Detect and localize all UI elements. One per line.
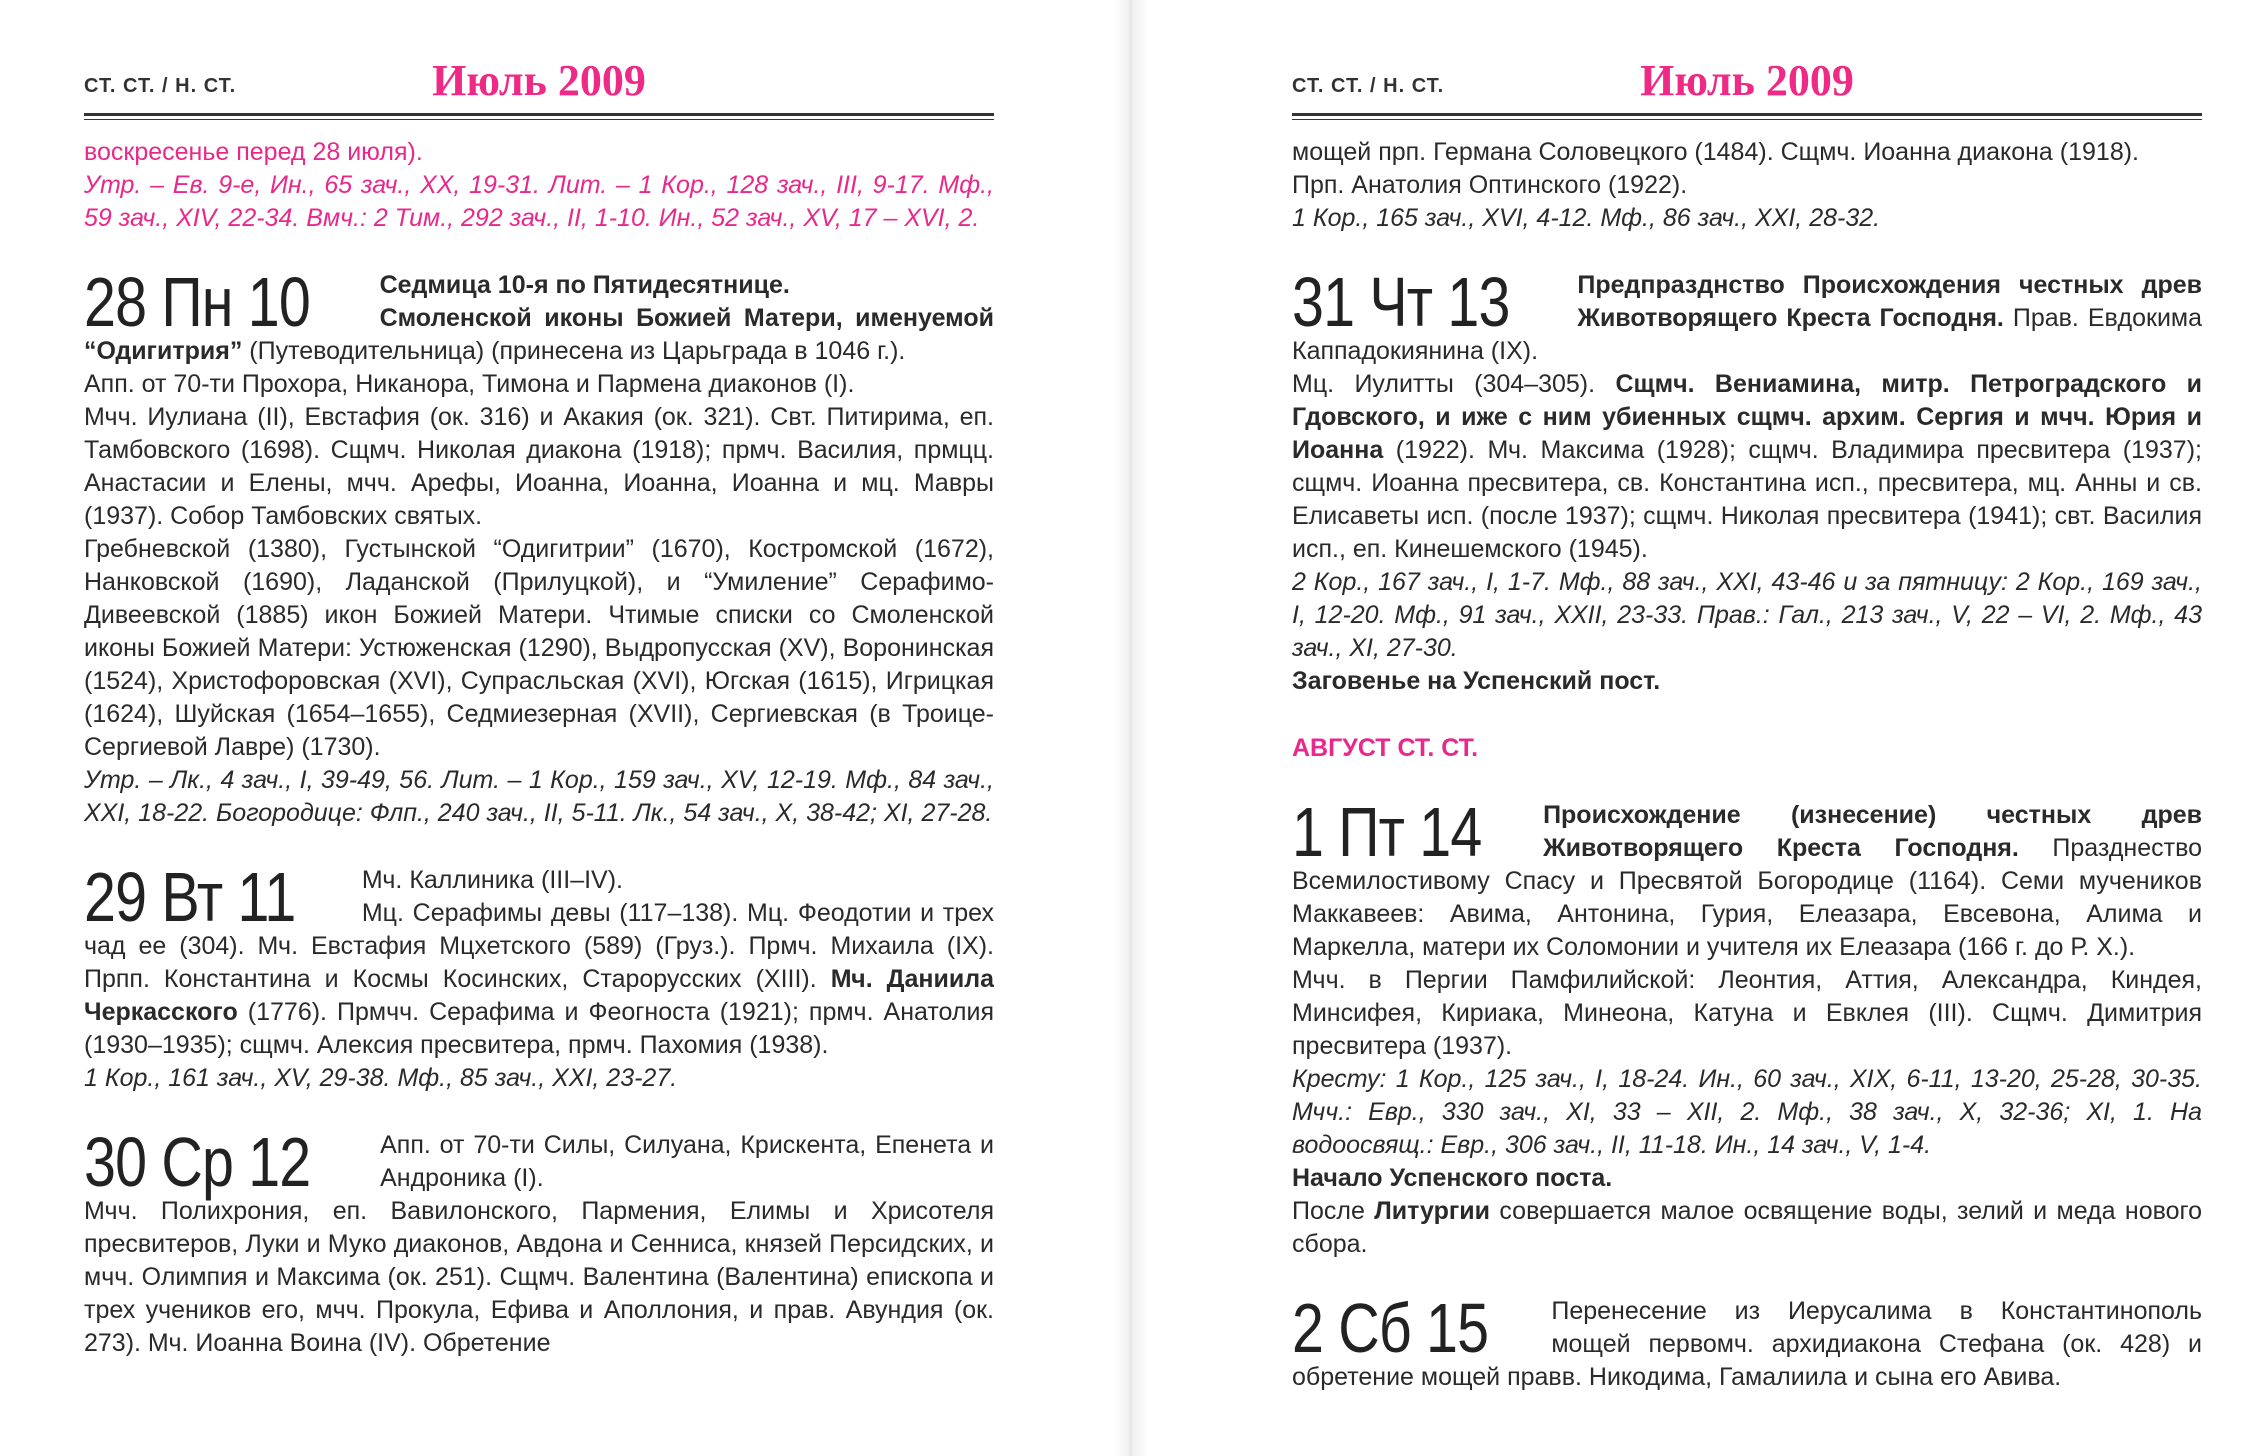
day-28-header [84, 269, 360, 341]
day-1-title-text: Празднество Всемилостивому Спасу и Пресвятой Богородице (1164). Семи мучеников Маккавеев: Авима, Антонина, Гурия, Елеазара, Евсевона, Алима и Маркелла, матери их Соломонии и учителя их Елеазара (166 г. до Р. Х.). [1292, 834, 2202, 961]
day-1 [1292, 799, 2202, 1261]
day-29-bold: Мч. Даниила Черкасского [84, 965, 994, 1026]
day-1-liturgy-text-2: совершается малое освящение воды, зелий и меда нового сбора. [1292, 1197, 2202, 1258]
right-page [1292, 0, 2202, 1456]
day-28-para-2: Мчч. Иулиана (II), Евстафия (ок. 316) и Акакия (ок. 321). Свт. Питирима, еп. Тамбовского (1698). Сщмч. Николая диакона (1918); прмч. Василия, прмцц. Анастасии и Елены, мчч. Арефы, Иоанна, Иоанна, Иоанна и мц. Мавры (1937). Собор Тамбовских святых. [84, 403, 994, 530]
day-31-text [1292, 368, 2202, 566]
intro-line: воскресенье перед 28 июля). [84, 138, 423, 166]
day-29-date: 29 Вт 11 [84, 864, 296, 936]
day-28-heading-1: Седмица 10-я по Пятидесятнице. [379, 271, 790, 299]
day-2 [1292, 1295, 2202, 1394]
day-2-text: Перенесение из Иерусалима в Константинополь мощей первомч. архидиакона Стефана (ок. 428) и обретение мощей правв. Никодима, Гамалиила и сына его Авива. [1292, 1297, 2202, 1391]
day-1-heading: Происхождение (изнесение) честных древ Животворящего Креста Господня. [1543, 801, 2202, 862]
left-page-header [84, 55, 994, 117]
day-28-heading-3: “Одигитрия” [84, 337, 243, 365]
day-29-heading: Мч. Каллиника (III–IV). [361, 866, 623, 894]
header-rule-thin [84, 119, 994, 120]
day-31 [1292, 269, 2202, 698]
day-31-title-text: Прав. Евдокима Каппадокиянина (IX). [1292, 304, 2202, 365]
day-31-readings: 2 Кор., 167 зач., I, 1-7. Мф., 88 зач., XXI, 43-46 и за пятницу: 2 Кор., 169 зач., I, 12-20. Мф., 91 зач., XXII, 23-33. Прав.: Гал., 213 зач., V, 22 – VI, 2. Мф., 43 зач., XI, 27-30. [1292, 568, 2202, 662]
intro-readings: 1 Кор., 165 зач., XVI, 4-12. Мф., 86 зач., XXI, 28-32. [1292, 204, 1881, 232]
day-31-bold: Сщмч. Вениамина, митр. Петроградского и Гдовского, и иже с ним убиенных сщмч. архим. Сергия и мчч. Юрия и Иоанна [1292, 370, 2202, 464]
day-28-para-3: Гребневской (1380), Густынской “Одигитрии” (1670), Костромской (1672), Нанковской (1690), Ладанской (Прилуцкой), и “Умиление” Серафимо-Дивеевской (1885) икон Божией Матери. Чтимые списки со Смоленской иконы Божией Матери: Устюженская (1290), Выдропусская (XV), Воронинская (1524), Христофоровская (XVI), Супрасльская (XVI), Югская (1615), Игрицкая (1624), Шуйская (1654–1655), Седмиезерная (XVII), Сергиевская (в Троице-Сергиевой Лавре) (1730). [84, 535, 994, 761]
day-29-text-1: Мц. Серафимы девы (117–138). Мц. Феодотии и трех чад ее (304). Мч. Евстафия Мцхетского (589) (Груз.). Прмч. Михаила (IX). Прпп. Константина и Космы Косинских, Старорусских (XIII). [84, 899, 994, 993]
day-28-title-text: (Путеводительница) (принесена из Царьграда в 1046 г.). [242, 337, 906, 365]
day-31-date: 31 Чт 13 [1292, 269, 1510, 341]
day-1-date: 1 Пт 14 [1292, 799, 1482, 871]
month-title: Июль 2009 [432, 56, 646, 105]
right-page-body [1292, 136, 2202, 1394]
day-1-para-2: Мчч. в Пергии Памфилийской: Леонтия, Аттия, Александра, Киндея, Минсифея, Кириака, Минеона, Катуна и Евклея (III). Сщмч. Димитрия пресвитера (1937). [1292, 966, 2202, 1060]
day-28-date: 28 Пн 10 [84, 269, 310, 341]
day-30-header [84, 1129, 360, 1201]
calendar-style-label: СТ. СТ. / Н. СТ. [1292, 75, 1445, 97]
day-31-heading: Предпразднство Происхождения честных древ Животворящего Креста Господня. [1577, 271, 2202, 332]
day-31-text-1: Мц. Иулитты (304–305). [1292, 370, 1616, 398]
day-30-text: Мчч. Полихрония, еп. Вавилонского, Пармения, Елимы и Хрисотеля пресвитеров, Луки и Муко диаконов, Авдона и Сенниса, князей Персидских, и мчч. Олимпия и Максима (ок. 251). Сщмч. Валентина (Валентина) епископа и трех учеников его, мчч. Прокула, Ефива и Аполлония, и прав. Авундия (ок. 273). Мч. Иоанна Воина (IV). Обретение [84, 1197, 994, 1357]
day-1-liturgy-text-1: После [1292, 1197, 1375, 1225]
day-29-header [84, 864, 342, 936]
intro-line-2: Прп. Анатолия Оптинского (1922). [1292, 171, 1688, 199]
day-1-header [1292, 799, 1523, 871]
day-28 [84, 269, 994, 830]
day-30 [84, 1129, 994, 1360]
day-2-header [1292, 1295, 1531, 1367]
day-1-note: Начало Успенского поста. [1292, 1164, 1613, 1192]
header-rule-thin [1292, 119, 2202, 120]
day-29-text-2: (1776). Прмчч. Серафима и Феогноста (1921); прмч. Анатолия (1930–1935); сщмч. Алексия пресвитера, прмч. Пахомия (1938). [84, 998, 994, 1059]
right-page-header [1292, 55, 2202, 117]
section-august: АВГУСТ СТ. СТ. [1292, 734, 1479, 762]
day-31-header [1292, 269, 1557, 341]
day-31-text-2: (1922). Мч. Максима (1928); сщмч. Владимира пресвитера (1937); сщмч. Иоанна пресвитера, св. Константина исп., пресвитера, мц. Анны и св. Елисаветы исп. (после 1937); сщмч. Николая пресвитера (1941); свт. Василия исп., еп. Кинешемского (1945). [1292, 436, 2202, 563]
calendar-style-label: СТ. СТ. / Н. СТ. [84, 75, 237, 97]
left-page [84, 0, 994, 1456]
day-30-date: 30 Ср 12 [84, 1129, 311, 1201]
day-28-para-1: Апп. от 70-ти Прохора, Никанора, Тимона и Пармена диаконов (I). [84, 370, 855, 398]
day-1-readings: Кресту: 1 Кор., 125 зач., I, 18-24. Ин., 60 зач., XIX, 6-11, 13-20, 25-28, 30-35. Мчч.: Евр., 330 зач., XI, 33 – XII, 2. Мф., 38 зач., X, 32-36; XI, 1. На водоосвящ.: Евр., 306 зач., II, 11-18. Ин., 14 зач., V, 1-4. [1292, 1065, 2202, 1159]
day-31-note: Заговенье на Успенский пост. [1292, 667, 1661, 695]
day-29-readings: 1 Кор., 161 зач., XV, 29-38. Мф., 85 зач., XXI, 23-27. [84, 1064, 678, 1092]
month-title: Июль 2009 [1640, 56, 1854, 105]
header-rule [84, 113, 994, 116]
day-28-heading-2: Смоленской иконы Божией Матери, именуемой [379, 304, 994, 332]
day-1-liturgy-bold: Литургии [1374, 1197, 1491, 1225]
intro-line-1: мощей прп. Германа Соловецкого (1484). Сщмч. Иоанна диакона (1918). [1292, 138, 2139, 166]
day-2-date: 2 Сб 15 [1292, 1295, 1489, 1367]
day-28-readings: Утр. – Лк., 4 зач., I, 39-49, 56. Лит. – 1 Кор., 159 зач., XV, 12-19. Мф., 84 зач., XXI, 18-22. Богородице: Флп., 240 зач., II, 5-11. Лк., 54 зач., X, 38-42; XI, 27-28. [84, 766, 994, 827]
day-1-liturgy [1292, 1195, 2202, 1261]
intro-readings: Утр. – Ев. 9-е, Ин., 65 зач., XX, 19-31. Лит. – 1 Кор., 128 зач., III, 9-17. Мф., 59 зач., XIV, 22-34. Вмч.: 2 Тим., 292 зач., II, 1-10. Ин., 52 зач., XV, 17 – XVI, 2. [84, 171, 994, 232]
book-fold [1113, 0, 1149, 1456]
left-page-body [84, 136, 994, 1360]
day-30-heading: Апп. от 70-ти Силы, Силуана, Крискента, Епенета и Андроника (I). [380, 1131, 994, 1192]
header-rule [1292, 113, 2202, 116]
day-29 [84, 864, 994, 1095]
